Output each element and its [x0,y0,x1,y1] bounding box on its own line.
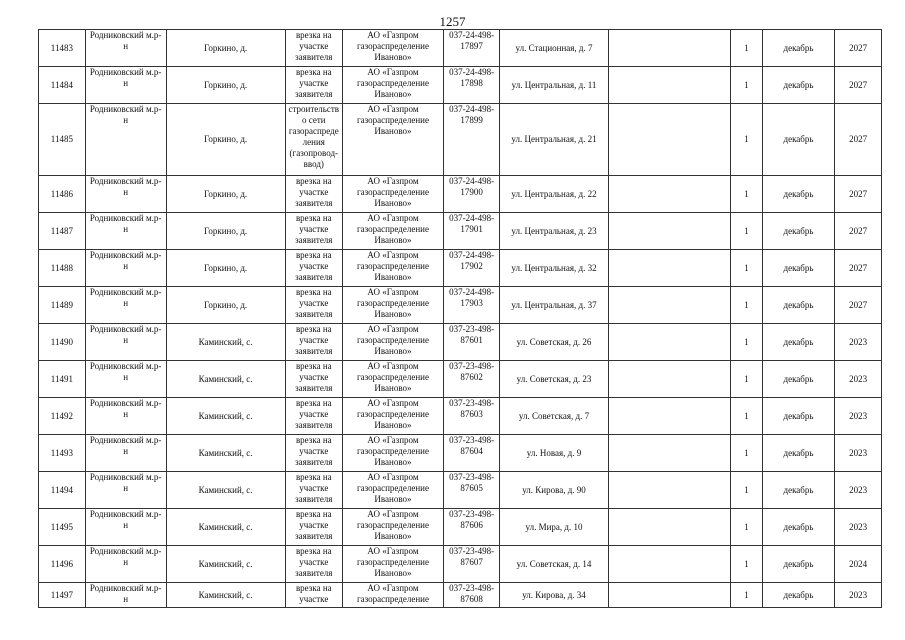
empty-cell [608,30,730,67]
quantity-cell: 1 [730,287,762,324]
table-row [39,213,882,250]
month-cell: декабрь [762,324,834,361]
locality-cell: Каминский, с. [166,398,285,435]
row-number: 11496 [39,546,86,583]
district-cell: Родниковский м.р-н [85,435,166,472]
organization-cell: АО «Газпром газораспределение Иваново» [342,324,443,361]
row-number: 11491 [39,361,86,398]
work-type-cell: врезка на участке заявителя [285,250,342,287]
quantity-cell: 1 [730,361,762,398]
table-row [39,546,882,583]
row-number: 11493 [39,435,86,472]
organization-cell: АО «Газпром газораспределение Иваново» [342,509,443,546]
row-number: 11485 [39,104,86,176]
year-cell: 2023 [835,324,882,361]
empty-cell [608,104,730,176]
month-cell: декабрь [762,546,834,583]
locality-cell: Горкино, д. [166,287,285,324]
object-code-cell: 037-24-498-17899 [443,104,499,176]
row-number: 11487 [39,213,86,250]
object-code-cell: 037-23-498-87601 [443,324,499,361]
work-type-cell: врезка на участке заявителя [285,287,342,324]
quantity-cell: 1 [730,583,762,608]
table-row [39,104,882,176]
district-cell: Родниковский м.р-н [85,30,166,67]
district-cell: Родниковский м.р-н [85,398,166,435]
locality-cell: Каминский, с. [166,435,285,472]
row-number: 11497 [39,583,86,608]
year-cell: 2027 [835,213,882,250]
address-cell: ул. Кирова, д. 90 [500,472,608,509]
address-cell: ул. Советская, д. 7 [500,398,608,435]
address-cell: ул. Новая, д. 9 [500,435,608,472]
object-code-cell: 037-23-498-87605 [443,472,499,509]
row-number: 11494 [39,472,86,509]
month-cell: декабрь [762,472,834,509]
organization-cell: АО «Газпром газораспределение Иваново» [342,435,443,472]
locality-cell: Горкино, д. [166,213,285,250]
locality-cell: Каминский, с. [166,472,285,509]
empty-cell [608,324,730,361]
locality-cell: Горкино, д. [166,30,285,67]
year-cell: 2023 [835,472,882,509]
year-cell: 2027 [835,30,882,67]
year-cell: 2027 [835,176,882,213]
object-code-cell: 037-23-498-87602 [443,361,499,398]
empty-cell [608,250,730,287]
locality-cell: Горкино, д. [166,104,285,176]
object-code-cell: 037-24-498-17902 [443,250,499,287]
locality-cell: Горкино, д. [166,67,285,104]
work-type-cell: врезка на участке заявителя [285,30,342,67]
address-cell: ул. Центральная, д. 23 [500,213,608,250]
month-cell: декабрь [762,583,834,608]
year-cell: 2023 [835,509,882,546]
district-cell: Родниковский м.р-н [85,213,166,250]
work-type-cell: строительств о сети газораспреде ления (газопровод-ввод) [285,104,342,176]
table-row [39,324,882,361]
empty-cell [608,546,730,583]
year-cell: 2023 [835,435,882,472]
empty-cell [608,472,730,509]
empty-cell [608,583,730,608]
organization-cell: АО «Газпром газораспределение Иваново» [342,398,443,435]
table-body [39,30,882,608]
quantity-cell: 1 [730,398,762,435]
table-row [39,435,882,472]
year-cell: 2027 [835,250,882,287]
locality-cell: Каминский, с. [166,583,285,608]
row-number: 11483 [39,30,86,67]
table-row [39,176,882,213]
empty-cell [608,398,730,435]
district-cell: Родниковский м.р-н [85,361,166,398]
month-cell: декабрь [762,30,834,67]
table-row [39,509,882,546]
empty-cell [608,509,730,546]
object-code-cell: 037-24-498-17901 [443,213,499,250]
month-cell: декабрь [762,509,834,546]
locality-cell: Горкино, д. [166,250,285,287]
month-cell: декабрь [762,213,834,250]
address-cell: ул. Центральная, д. 11 [500,67,608,104]
organization-cell: АО «Газпром газораспределение Иваново» [342,250,443,287]
table-row [39,287,882,324]
organization-cell: АО «Газпром газораспределение Иваново» [342,287,443,324]
address-cell: ул. Советская, д. 14 [500,546,608,583]
row-number: 11484 [39,67,86,104]
quantity-cell: 1 [730,324,762,361]
organization-cell: АО «Газпром газораспределение Иваново» [342,361,443,398]
work-type-cell: врезка на участке заявителя [285,472,342,509]
object-code-cell: 037-23-498-87604 [443,435,499,472]
organization-cell: АО «Газпром газораспределение Иваново» [342,30,443,67]
empty-cell [608,67,730,104]
organization-cell: АО «Газпром газораспределение Иваново» [342,104,443,176]
organization-cell: АО «Газпром газораспределение [342,583,443,608]
district-cell: Родниковский м.р-н [85,250,166,287]
quantity-cell: 1 [730,67,762,104]
quantity-cell: 1 [730,546,762,583]
year-cell: 2027 [835,104,882,176]
district-cell: Родниковский м.р-н [85,324,166,361]
locality-cell: Каминский, с. [166,509,285,546]
district-cell: Родниковский м.р-н [85,472,166,509]
organization-cell: АО «Газпром газораспределение Иваново» [342,472,443,509]
address-cell: ул. Центральная, д. 21 [500,104,608,176]
district-cell: Родниковский м.р-н [85,287,166,324]
quantity-cell: 1 [730,213,762,250]
work-type-cell: врезка на участке заявителя [285,509,342,546]
address-cell: ул. Центральная, д. 22 [500,176,608,213]
register-table [38,29,882,608]
locality-cell: Каминский, с. [166,546,285,583]
work-type-cell: врезка на участке заявителя [285,546,342,583]
address-cell: ул. Мира, д. 10 [500,509,608,546]
empty-cell [608,361,730,398]
district-cell: Родниковский м.р-н [85,67,166,104]
district-cell: Родниковский м.р-н [85,176,166,213]
district-cell: Родниковский м.р-н [85,104,166,176]
work-type-cell: врезка на участке заявителя [285,435,342,472]
address-cell: ул. Стационная, д. 7 [500,30,608,67]
district-cell: Родниковский м.р-н [85,583,166,608]
object-code-cell: 037-23-498-87606 [443,509,499,546]
table-row [39,583,882,608]
quantity-cell: 1 [730,30,762,67]
empty-cell [608,287,730,324]
object-code-cell: 037-23-498-87608 [443,583,499,608]
object-code-cell: 037-23-498-87607 [443,546,499,583]
address-cell: ул. Кирова, д. 34 [500,583,608,608]
year-cell: 2023 [835,361,882,398]
object-code-cell: 037-24-498-17900 [443,176,499,213]
quantity-cell: 1 [730,472,762,509]
organization-cell: АО «Газпром газораспределение Иваново» [342,213,443,250]
object-code-cell: 037-24-498-17903 [443,287,499,324]
organization-cell: АО «Газпром газораспределение Иваново» [342,546,443,583]
month-cell: декабрь [762,287,834,324]
table-row [39,398,882,435]
quantity-cell: 1 [730,509,762,546]
row-number: 11490 [39,324,86,361]
year-cell: 2023 [835,583,882,608]
district-cell: Родниковский м.р-н [85,546,166,583]
district-cell: Родниковский м.р-н [85,509,166,546]
quantity-cell: 1 [730,435,762,472]
work-type-cell: врезка на участке заявителя [285,361,342,398]
work-type-cell: врезка на участке заявителя [285,213,342,250]
row-number: 11488 [39,250,86,287]
organization-cell: АО «Газпром газораспределение Иваново» [342,67,443,104]
address-cell: ул. Центральная, д. 32 [500,250,608,287]
object-code-cell: 037-24-498-17897 [443,30,499,67]
month-cell: декабрь [762,176,834,213]
locality-cell: Горкино, д. [166,176,285,213]
row-number: 11489 [39,287,86,324]
month-cell: декабрь [762,398,834,435]
empty-cell [608,435,730,472]
work-type-cell: врезка на участке заявителя [285,67,342,104]
object-code-cell: 037-24-498-17898 [443,67,499,104]
table-row [39,361,882,398]
work-type-cell: врезка на участке [285,583,342,608]
quantity-cell: 1 [730,104,762,176]
year-cell: 2027 [835,67,882,104]
address-cell: ул. Советская, д. 26 [500,324,608,361]
table-row [39,67,882,104]
month-cell: декабрь [762,250,834,287]
month-cell: декабрь [762,104,834,176]
row-number: 11495 [39,509,86,546]
address-cell: ул. Советская, д. 23 [500,361,608,398]
quantity-cell: 1 [730,250,762,287]
work-type-cell: врезка на участке заявителя [285,324,342,361]
month-cell: декабрь [762,361,834,398]
month-cell: декабрь [762,435,834,472]
year-cell: 2027 [835,287,882,324]
work-type-cell: врезка на участке заявителя [285,398,342,435]
year-cell: 2024 [835,546,882,583]
table-row [39,472,882,509]
year-cell: 2023 [835,398,882,435]
table-row [39,30,882,67]
row-number: 11492 [39,398,86,435]
object-code-cell: 037-23-498-87603 [443,398,499,435]
work-type-cell: врезка на участке заявителя [285,176,342,213]
page-number: 1257 [439,14,466,29]
quantity-cell: 1 [730,176,762,213]
locality-cell: Каминский, с. [166,324,285,361]
month-cell: декабрь [762,67,834,104]
table-row [39,250,882,287]
empty-cell [608,213,730,250]
locality-cell: Каминский, с. [166,361,285,398]
empty-cell [608,176,730,213]
organization-cell: АО «Газпром газораспределение Иваново» [342,176,443,213]
address-cell: ул. Центральная, д. 37 [500,287,608,324]
row-number: 11486 [39,176,86,213]
